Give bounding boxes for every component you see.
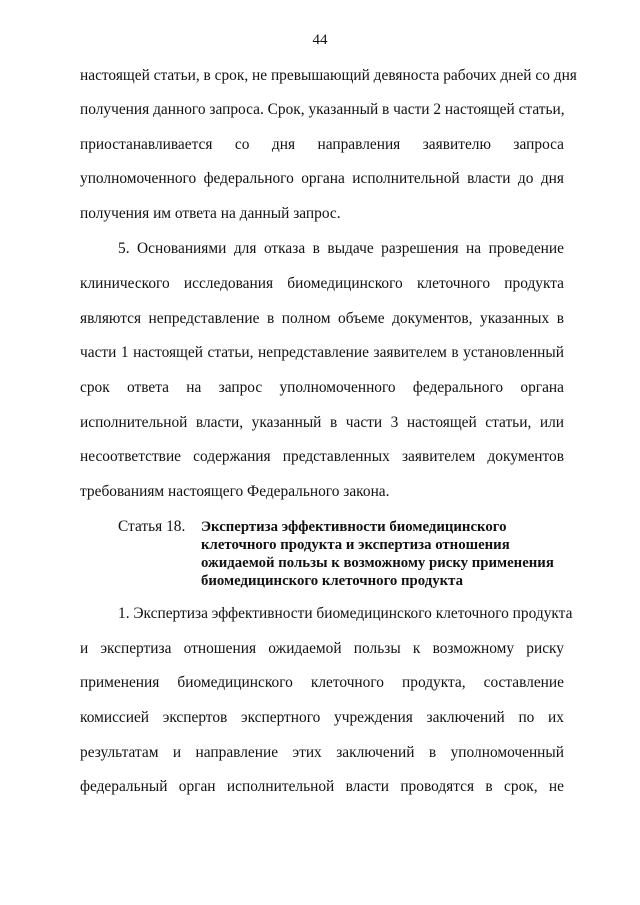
article-title-line: ожидаемой пользы к возможному риску применения [201, 555, 554, 571]
article-title-line: Экспертиза эффективности биомедицинского [201, 519, 507, 535]
text-line: настоящей статьи, в срок, не превышающий девяноста рабочих дней со дня [80, 67, 577, 84]
text-line: применения биомедицинского клеточного продукта, составление [80, 674, 564, 691]
text-line: получения данного запроса. Срок, указанный в части 2 настоящей статьи, [80, 101, 565, 118]
text-line: являются непредставление в полном объеме документов, указанных в [80, 310, 564, 327]
text-line: части 1 настоящей статьи, непредставление заявителем в установленный [80, 344, 564, 361]
text-line: получения им ответа на данный запрос. [80, 205, 341, 222]
text-line: срок ответа на запрос уполномоченного федерального органа [80, 379, 564, 396]
article-title [201, 518, 564, 590]
text-line: комиссией экспертов экспертного учреждения заключений по их [80, 709, 564, 726]
article-label: Статья 18. [118, 518, 186, 535]
text-line: несоответствие содержания представленных заявителем документов [80, 448, 564, 465]
text-line: требованиям настоящего Федерального закона. [80, 483, 390, 500]
text-line: 1. Экспертиза эффективности биомедицинского клеточного продукта [118, 605, 573, 622]
text-line: клинического исследования биомедицинского клеточного продукта [80, 275, 564, 292]
page-number: 44 [312, 32, 328, 48]
text-line: уполномоченного федерального органа исполнительной власти до дня [80, 170, 564, 187]
text-line: результатам и направление этих заключений в уполномоченный [80, 744, 564, 761]
text-line: федеральный орган исполнительной власти проводятся в срок, не [80, 778, 564, 795]
article-title-line: биомедицинского клеточного продукта [201, 573, 464, 589]
text-line: приостанавливается со дня направления заявителю запроса [80, 136, 564, 153]
article-title-line: клеточного продукта и экспертиза отношения [201, 537, 510, 553]
text-line: исполнительной власти, указанный в части 3 настоящей статьи, или [80, 414, 564, 431]
text-line: 5. Основаниями для отказа в выдаче разрешения на проведение [118, 240, 564, 257]
text-line: и экспертиза отношения ожидаемой пользы к возможному риску [80, 640, 564, 657]
